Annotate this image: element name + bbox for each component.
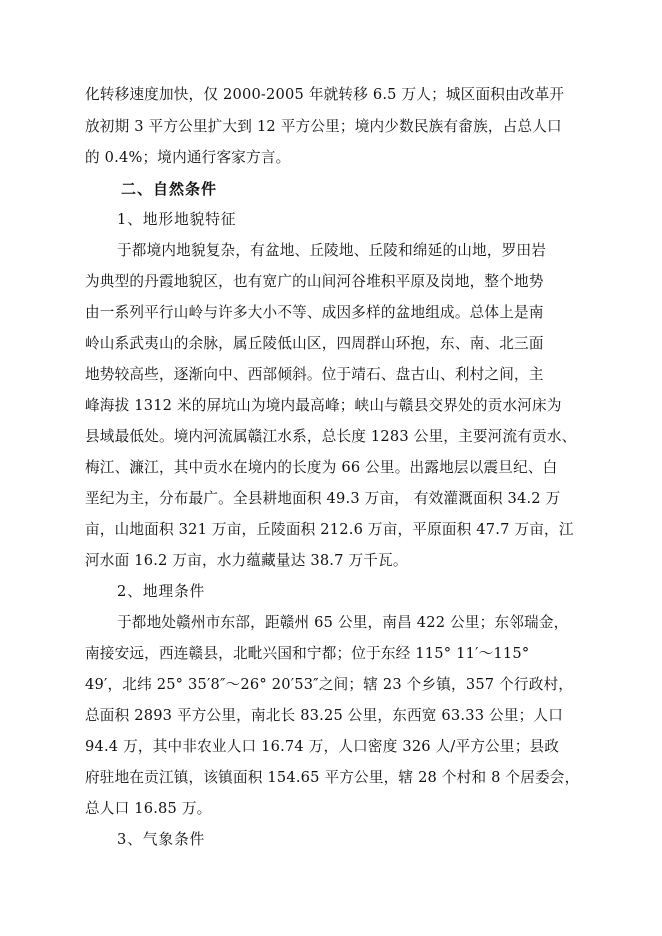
subsection-heading-geography: 2、地理条件	[117, 583, 206, 600]
terrain-line-5: 地势较高些，逐渐向中、西部倾斜。位于靖石、盘古山、利村之间，主	[85, 366, 544, 383]
intro-line-1: 化转移速度加快，仅 2000-2005 年就转移 6.5 万人；城区面积由改革开	[85, 86, 565, 103]
intro-line-3: 的 0.4%；境内通行客家方言。	[85, 149, 291, 166]
geography-line-5: 94.4 万，其中非农业人口 16.74 万，人口密度 326 人/平方公里；县政	[85, 738, 560, 755]
geography-line-7: 总人口 16.85 万。	[85, 800, 212, 817]
terrain-line-10: 亩，山地面积 321 万亩，丘陵面积 212.6 万亩，平原面积 47.7 万亩，江	[85, 521, 574, 538]
geography-line-6: 府驻地在贡江镇，该镇面积 154.65 平方公里，辖 28 个村和 8 个居委会，	[85, 769, 580, 786]
terrain-line-1: 于都境内地貌复杂，有盆地、丘陵地、丘陵和绵延的山地，罗田岩	[117, 242, 547, 259]
terrain-line-4: 岭山系武夷山的余脉，属丘陵低山区，四周群山环抱，东、南、北三面	[85, 335, 544, 352]
subsection-heading-climate: 3、气象条件	[117, 831, 206, 848]
terrain-line-8: 梅江、濂江，其中贡水在境内的长度为 66 公里。出露地层以震旦纪、白	[85, 459, 558, 476]
geography-line-2: 南接安远，西连赣县，北毗兴国和宁都；位于东经 115° 11′～115°	[85, 645, 530, 662]
subsection-heading-terrain: 1、地形地貌特征	[117, 211, 237, 228]
terrain-line-2: 为典型的丹霞地貌区，也有宽广的山间河谷堆积平原及岗地，整个地势	[85, 273, 544, 290]
intro-line-2: 放初期 3 平方公里扩大到 12 平方公里；境内少数民族有畲族，占总人口	[85, 118, 562, 135]
geography-line-4: 总面积 2893 平方公里，南北长 83.25 公里，东西宽 63.33 公里；人口	[85, 707, 563, 724]
terrain-line-7: 县域最低处。境内河流属赣江水系，总长度 1283 公里，主要河流有贡水、	[85, 428, 577, 445]
terrain-line-11: 河水面 16.2 万亩，水力蕴藏量达 38.7 万千瓦。	[85, 552, 408, 569]
section-heading-natural: 二、自然条件	[121, 180, 218, 198]
terrain-line-6: 峰海拔 1312 米的屏坑山为境内最高峰；峡山与赣县交界处的贡水河床为	[85, 397, 562, 414]
geography-line-3: 49′，北纬 25° 35′8″～26° 20′53″之间；辖 23 个乡镇，357 个行政村，	[85, 676, 574, 693]
geography-line-1: 于都地处赣州市东部，距赣州 65 公里，南昌 422 公里；东邻瑞金，	[117, 614, 569, 631]
terrain-line-9: 垩纪为主，分布最广。全县耕地面积 49.3 万亩， 有效灌溉面积 34.2 万	[85, 490, 561, 507]
terrain-line-3: 由一系列平行山岭与许多大小不等、成因多样的盆地组成。总体上是南	[85, 304, 544, 321]
